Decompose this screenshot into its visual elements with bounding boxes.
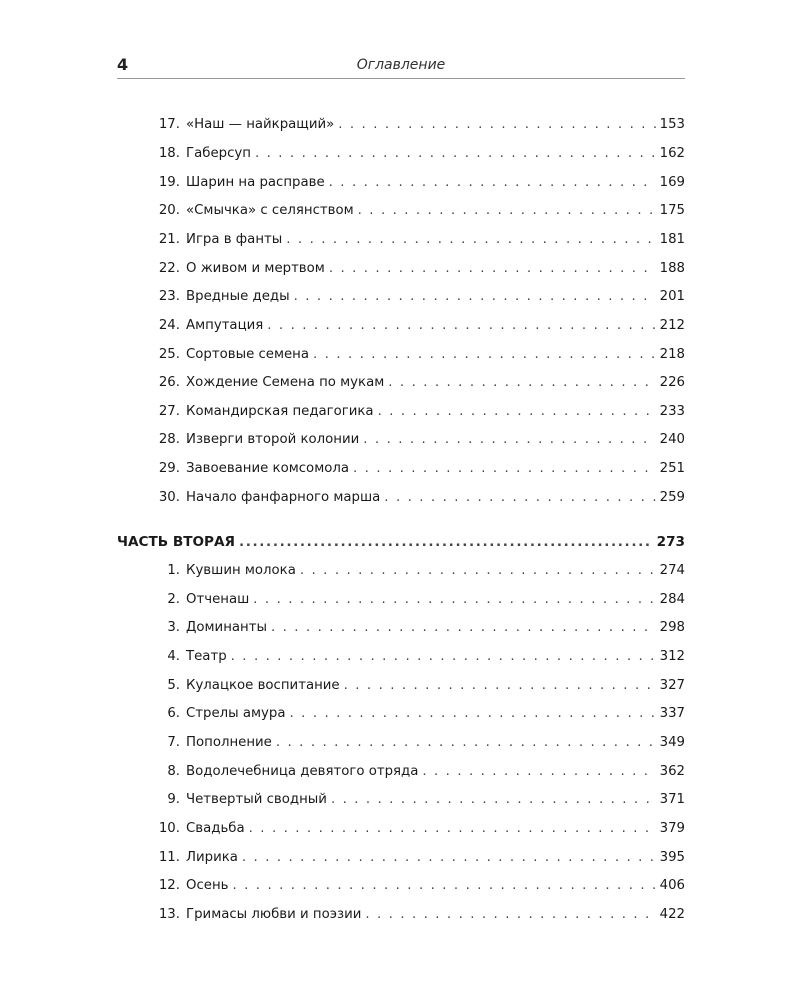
entry-title: «Наш — найкращий» [186,117,335,132]
entry-number: 8. [167,764,180,779]
entry-number: 13. [158,907,180,922]
entry-title: Габерсуп [186,146,251,161]
dot-leader [231,648,656,666]
toc-entry [148,431,685,449]
toc-entry [148,763,685,781]
part-title: ЧАСТЬ ВТОРАЯ [117,534,235,550]
entry-number: 11. [158,850,180,865]
entry-title: Хождение Семена по мукам [186,375,385,390]
entry-page: 362 [659,764,685,779]
dot-leader [353,460,656,478]
entry-page: 188 [659,261,685,276]
dot-leader [267,317,655,335]
entry-number: 6. [167,706,180,721]
entry-page: 406 [659,878,685,893]
entry-number: 3. [167,620,180,635]
entry-title: Водолечебница девятого отряда [186,764,419,779]
entry-number: 25. [158,347,180,362]
dot-leader [233,877,656,895]
entry-title: Начало фанфарного марша [186,490,381,505]
entry-number: 10. [158,821,180,836]
toc-entry [148,562,685,580]
entry-page: 226 [659,375,685,390]
entry-number: 7. [167,735,180,750]
entry-title: Пополнение [186,735,272,750]
entry-title: Вредные деды [186,289,290,304]
dot-leader [329,260,656,278]
entry-page: 349 [659,735,685,750]
page-header [117,52,685,80]
entry-page: 201 [659,289,685,304]
toc-entry [148,849,685,867]
entry-page: 312 [659,649,685,664]
entry-number: 26. [158,375,180,390]
entry-number: 4. [167,649,180,664]
entry-number: 22. [158,261,180,276]
entry-page: 337 [659,706,685,721]
dot-leader [300,562,656,580]
entry-number: 17. [158,117,180,132]
dot-leader [422,763,655,781]
page-number: 4 [117,55,129,74]
entry-title: Четвертый сводный [186,792,327,807]
entry-page: 274 [659,563,685,578]
entry-number: 30. [158,490,180,505]
toc-entry [148,705,685,723]
dot-leader [388,374,655,392]
dot-leader [358,202,656,220]
running-title: Оглавление [356,57,446,73]
dot-leader [331,791,656,809]
toc-entry [148,260,685,278]
toc-entry [148,460,685,478]
entry-page: 233 [659,404,685,419]
entry-page: 298 [659,620,685,635]
dot-leader [329,174,656,192]
entry-number: 9. [167,792,180,807]
toc-entry [148,734,685,752]
part-page: 273 [656,534,685,550]
entry-title: Кулацкое воспитание [186,678,340,693]
dot-leader [338,116,655,134]
toc-entry [148,591,685,609]
toc-entry [148,820,685,838]
dot-leader [313,346,656,364]
toc-entry [148,145,685,163]
entry-title: Игра в фанты [186,232,283,247]
toc-entry [148,288,685,306]
entry-page: 371 [659,792,685,807]
entry-title: Лирика [186,850,238,865]
entry-number: 2. [167,592,180,607]
toc-entry [148,877,685,895]
entry-title: О живом и мертвом [186,261,325,276]
entry-number: 19. [158,175,180,190]
entry-title: Кувшин молока [186,563,296,578]
toc-entry [148,906,685,924]
entry-number: 23. [158,289,180,304]
toc-entry [148,489,685,507]
entry-title: Завоевание комсомола [186,461,350,476]
part-heading [117,533,685,551]
entry-page: 162 [659,146,685,161]
dot-leader [363,431,655,449]
entry-page: 251 [659,461,685,476]
toc-entry [148,116,685,134]
entry-page: 175 [659,203,685,218]
entry-page: 181 [659,232,685,247]
entry-title: Свадьба [186,821,245,836]
dot-leader [276,734,656,752]
header-rule [117,78,685,79]
entry-title: Командирская педагогика [186,404,374,419]
entry-number: 29. [158,461,180,476]
dot-leader [365,906,655,924]
dot-leader [344,677,656,695]
toc-entry [148,619,685,637]
dot-leader [290,705,656,723]
entry-title: Отченаш [186,592,250,607]
dot-leader [294,288,656,306]
entry-title: Изверги второй колонии [186,432,360,447]
entry-page: 327 [659,678,685,693]
entry-page: 422 [659,907,685,922]
toc-entry [148,174,685,192]
entry-number: 12. [158,878,180,893]
dot-leader [239,533,653,551]
toc-entry [148,202,685,220]
toc-entry [148,231,685,249]
toc-entry [148,317,685,335]
entry-number: 28. [158,432,180,447]
toc-entry [148,346,685,364]
entry-number: 1. [167,563,180,578]
entry-title: Гримасы любви и поэзии [186,907,362,922]
dot-leader [255,145,656,163]
toc-entry [148,791,685,809]
dot-leader [271,619,656,637]
entry-title: «Смычка» с селянством [186,203,354,218]
entry-page: 284 [659,592,685,607]
entry-title: Сортовые семена [186,347,310,362]
dot-leader [253,591,655,609]
entry-number: 20. [158,203,180,218]
toc-entry [148,403,685,421]
dot-leader [249,820,656,838]
entry-number: 18. [158,146,180,161]
entry-page: 218 [659,347,685,362]
entry-page: 395 [659,850,685,865]
dot-leader [384,489,655,507]
entry-page: 379 [659,821,685,836]
toc-entry [148,374,685,392]
entry-number: 27. [158,404,180,419]
entry-number: 24. [158,318,180,333]
toc-entry [148,648,685,666]
dot-leader [242,849,656,867]
dot-leader [286,231,655,249]
entry-number: 5. [167,678,180,693]
entry-page: 240 [659,432,685,447]
entry-page: 259 [659,490,685,505]
entry-number: 21. [158,232,180,247]
entry-title: Доминанты [186,620,267,635]
entry-title: Театр [186,649,227,664]
entry-title: Стрелы амура [186,706,286,721]
entry-title: Осень [186,878,229,893]
entry-page: 169 [659,175,685,190]
dot-leader [378,403,656,421]
entry-page: 153 [659,117,685,132]
entry-page: 212 [659,318,685,333]
entry-title: Шарин на расправе [186,175,325,190]
entry-title: Ампутация [186,318,264,333]
toc-entry [148,677,685,695]
